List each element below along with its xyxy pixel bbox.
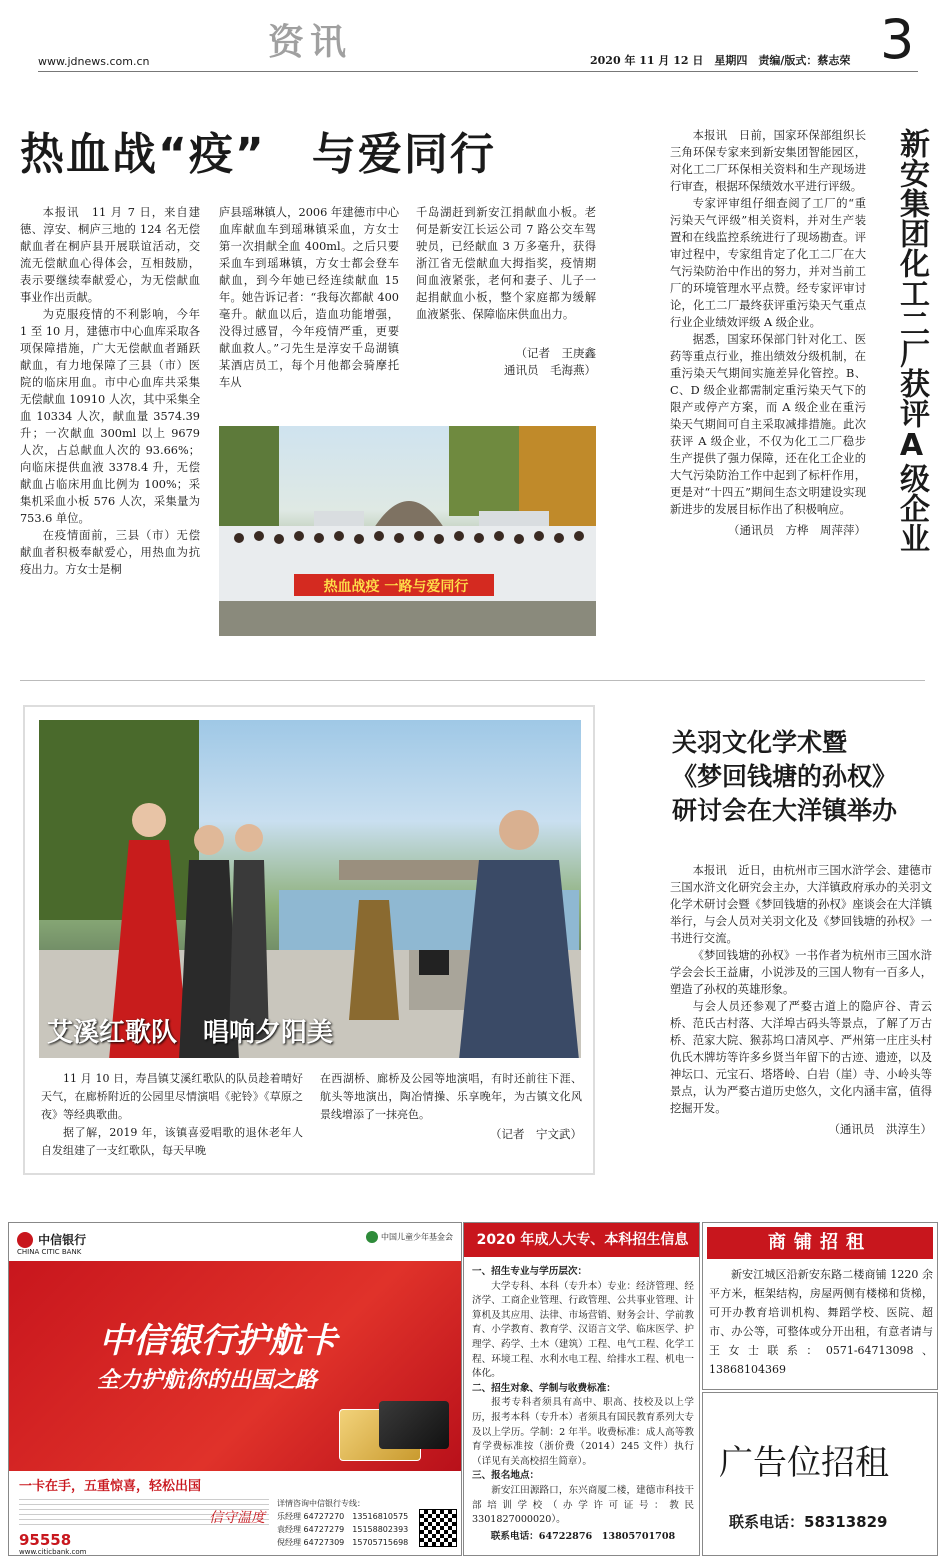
school-ad-body: [472, 1265, 694, 1544]
header-rule: [38, 71, 918, 72]
headline-blood-donation: 热血战“疫” 与爱同行: [20, 129, 496, 180]
website-url[interactable]: www.jdnews.com.cn: [38, 55, 150, 68]
bank-card-image-2: [379, 1401, 449, 1449]
section-heading: 一、招生专业与学历层次：: [472, 1266, 588, 1277]
shop-ad-title: 商铺招租: [707, 1227, 933, 1259]
foundation-name: 中国儿童少年基金会: [381, 1232, 453, 1242]
headline-line: 关羽文化学术暨: [672, 728, 848, 757]
group-photo: [219, 426, 596, 636]
headline-line: 研讨会在大洋镇举办: [672, 796, 898, 825]
byline-reporter: （记者 宁文武）: [490, 1127, 582, 1141]
byline-correspondent: （通讯员 方桦 周萍萍）: [728, 523, 866, 537]
foundation-logo: [366, 1231, 453, 1243]
section-divider: [20, 680, 925, 681]
school-phone[interactable]: 联系电话：64722876 13805701708: [490, 1530, 676, 1542]
section-title: 资讯: [268, 22, 353, 63]
photo-banner-text: 热血战疫 一路与爱同行: [323, 579, 469, 595]
bank-logo-icon: [17, 1232, 33, 1248]
bank-website[interactable]: www.citicbank.com: [19, 1548, 87, 1556]
paragraph: 为克服疫情的不利影响，今年 1 至 10 月，建德市中心血库采取各项保障措施，广大无偿献血者踊跃献血，有力地保障了三县（市）医院的临床用血。市中心血库共采集无偿献血 10910 人次，其中采集全血 10334 人次，献血量 3574.39 升；一次献血 300ml 以上 9679 人次，占总献血人次的 93.66%；向临床提供血液 3378.4 升，无偿献血占临床用血比例为 100%；采集机采血小板 576 人次，采集量为 753.6 单位。: [20, 308, 200, 525]
paragraph: 11 月 10 日，寿昌镇艾溪红歌队的队员趁着晴好天气，在廊桥附近的公园里尽情演唱《驼铃》《草原之夜》等经典歌曲。: [41, 1072, 303, 1121]
article4-body: [670, 862, 932, 1138]
paragraph: 专家评审组仔细查阅了工厂的“重污染天气评级”相关资料，并对生产装置和在线监控系统进行了现场勘查。评审过程中，专家组肯定了化工二厂在大气污染防治中作出的努力，并对当前工厂的环境管理水平点赞。经专家评审讨论，化工二厂最终获评重污染天气重点行业企业绩效评级 A 级企业。: [670, 197, 866, 329]
qr-code-icon[interactable]: [419, 1509, 457, 1547]
contact-line: 详情咨询中信银行专线：: [277, 1499, 365, 1508]
bank-trust-slogan: 信守温度: [209, 1510, 265, 1526]
paragraph: 本报讯 近日，由杭州市三国水浒学会、建德市三国水浒文化研究会主办，大洋镇政府承办的关羽文化学术研讨会暨《梦回钱塘的孙权》座谈会在大洋镇举行，与会人员对关羽文化及《梦回钱塘的孙权》一书进行交流。: [670, 864, 932, 945]
ad-space-title: 广告位招租: [719, 1443, 889, 1483]
bank-main-slogan: 中信银行护航卡: [99, 1321, 337, 1361]
bank-brand-en: CHINA CITIC BANK: [17, 1248, 82, 1256]
school-ad-title: 2020 年成人大专、本科招生信息: [464, 1223, 700, 1257]
bank-ad[interactable]: [8, 1222, 462, 1556]
bank-brand: 中信银行: [38, 1233, 87, 1247]
ad-space-phone[interactable]: 联系电话：58313829: [729, 1513, 888, 1531]
bank-logo: [17, 1229, 86, 1256]
paragraph: 庐县瑶琳镇人，2006 年建德市中心血库献血车到瑶琳镇采血，方女士第一次捐献全血 400ml。之后只要采血车到瑶琳镇，方女士都会登车献血，到今年她已经连续献血 15 年。她告诉记者：“我每次都献 400 毫升。献血以后，造血功能增强，没得过感冒，今年疫情严重，更要献血救人。”刁先生是淳安千岛湖镇某酒店员工，每个月他都会骑摩托车从: [219, 206, 399, 389]
paragraph: 据悉，国家环保部门针对化工、医药等重点行业，推出绩效分级机制，在重污染天气期间实施差异化管控。B、C、D 级企业都需制定重污染天气下的限产或停产方案，而 A 级企业在重污染天气期间可自主采取减排措施。此次获评 A 级企业，不仅为化工二厂稳步生产提供了强力保障，还在化工企业的大气污染防治工作中起到了标杆作用，更是对“十四五”期间生态文明建设实现新进步的发展目标作出了积极响应。: [670, 333, 866, 516]
section-text: 新安江田源路口，东兴商厦二楼，建德市科技干部培训学校（办学许可证号：教民 3301827000020）。: [472, 1484, 694, 1526]
shop-rental-ad[interactable]: [702, 1222, 938, 1390]
section-text: 大学专科、本科（专升本）专业：经济管理、经济学、工商企业管理、行政管理、公共事业管理、计算机及其应用、法律、市场营销、财务会计、学前教育、小学教育、教育学、汉语言文学、临床医学、护理学、药学、土木（建筑）工程、电气工程、化学工程、环境工程、水利水电工程、给排水工程、机电一体化。: [472, 1280, 694, 1380]
byline-correspondent: （通讯员 洪淳生）: [828, 1122, 932, 1136]
date-line: 2020 年 11 月 12 日 星期四 责编/版式：蔡志荣: [590, 54, 851, 67]
headline-line: 《梦回钱塘的孙权》: [672, 762, 898, 791]
choir-photo: [39, 720, 581, 1058]
page-number: 3: [880, 8, 915, 71]
choir-photo-drawing: [39, 720, 581, 1058]
headline-guan-yu: [672, 726, 897, 828]
paragraph: 本报讯 11 月 7 日，来自建德、淳安、桐庐三地的 124 名无偿献血者在桐庐县开展联谊活动，交流无偿献血心得体会，互相鼓励，表示要继续奉献爱心，为无偿献血事业作出贡献。: [20, 206, 200, 304]
group-photo-drawing: [219, 426, 596, 636]
bank-sub-slogan: 全力护航你的出国之路: [97, 1368, 318, 1393]
bank-hotline[interactable]: 95558: [19, 1531, 72, 1549]
paragraph: 与会人员还参观了严婺古道上的隐庐谷、青云桥、范氏古村落、大洋埠古码头等景点，了解了万古桥、范家大院、猴荪坞口凊风亭、严州第一庄庄头村仇氏木牌坊等许多乡贤当年留下的古迹、遗迹，以及神坛口、元宝石、塔塔岭、白岩（崖）寺、小岭头等景点，认为严婺古道历史悠久，文化内涵丰富，值得挖掘开发。: [670, 1000, 932, 1115]
article1-col2: [219, 204, 399, 391]
section-heading: 三、报名地点：: [472, 1470, 540, 1482]
bank-tagline: 一卡在手，五重惊喜，轻松出国: [19, 1479, 202, 1494]
shop-ad-text: 新安江城区沿新安东路二楼商铺 1220 余平方米，框架结构，房屋两侧有楼梯和货梯，可开办教育培训机构、舞蹈学校、医院、超市、办公等，可整体或分开出租，有意者请与王女士联系：0571-64713098、13868104369: [709, 1268, 933, 1376]
article3-col1: [41, 1070, 303, 1160]
school-ad[interactable]: [463, 1222, 700, 1556]
article3-col2: [320, 1070, 582, 1143]
article1-col1: [20, 204, 200, 578]
paragraph: 据了解，2019 年，该镇喜爱唱歌的退休老年人自发组建了一支红歌队，每天早晚: [41, 1126, 303, 1157]
foundation-icon: [366, 1231, 378, 1243]
section-heading: 二、招生对象、学制与收费标准：: [472, 1382, 616, 1394]
ad-space-box[interactable]: [702, 1392, 938, 1556]
paragraph: 千岛湖赶到新安江捐献血小板。老何是新安江长运公司 7 路公交车驾驶员，已经献血 3 万多毫升，获得浙江省无偿献血大拇指奖，疫情期间血液紧张，老何和妻子、儿子一起捐献血小板，整个家庭都为缓解血液紧张、保障临床供血出力。: [416, 206, 596, 321]
article2-body: [670, 127, 866, 539]
contact-line: 乐经理 64727270 13516810575: [277, 1512, 409, 1521]
paragraph: 在西湖桥、廊桥及公园等地演唱，有时还前往下涯、航头等地演出，陶冶情操、乐享晚年，为古镇文化风景线增添了一抹亮色。: [320, 1072, 582, 1121]
bank-contacts: [277, 1497, 408, 1549]
byline-reporter: （记者 王庚鑫: [515, 346, 596, 360]
contact-line: 袁经理 64727279 15158802393: [277, 1525, 409, 1534]
paragraph: 《梦回钱塘的孙权》一书作者为杭州市三国水浒学会会长王益庸，小说涉及的三国人物有一百多人，塑造了孙权的英雄形象。: [670, 949, 932, 996]
paragraph: 本报讯 日前，国家环保部组织长三角环保专家来到新安集团智能园区，对化工二厂环保相关资料和生产现场进行审查，根据环保绩效水平进行评级。: [670, 129, 866, 193]
byline-correspondent: 通讯员 毛海燕）: [504, 363, 596, 377]
choir-photo-caption: 艾溪红歌队 唱响夕阳美: [47, 1018, 334, 1048]
bank-ad-banner: [9, 1261, 462, 1471]
headline-chemical-plant: 新安集团化工二厂获评A级企业: [894, 128, 929, 553]
contact-line: 倪经理 64727309 15705715698: [277, 1538, 409, 1547]
section-text: 报考专科者须具有高中、职高、技校及以上学历，报考本科（专升本）者须具有国民教育系列大专及以上学历。学制：2 年半。收费标准：成人高等教育学费标准按（浙价费（2014）245 文件）执行（详见有关高校招生简章）。: [472, 1397, 694, 1467]
paragraph: 在疫情面前，三县（市）无偿献血者积极奉献爱心，用热血为抗疫出力。方女士是桐: [20, 529, 200, 576]
article1-col3: [416, 204, 596, 379]
